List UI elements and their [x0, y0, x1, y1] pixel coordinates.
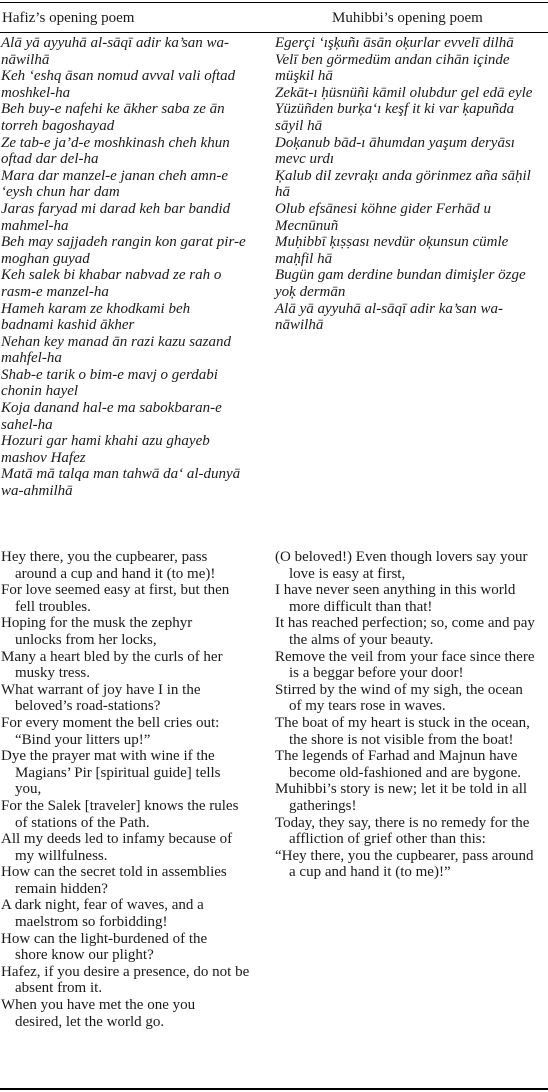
verse-line: Dye the prayer mat with wine if the	[1, 748, 215, 765]
verse-line: torreh bagoshayad	[1, 117, 115, 134]
verse-line: I have never seen anything in this world	[275, 582, 516, 599]
verse-line: “Bind your litters up!”	[15, 731, 151, 748]
verse-line: love is easy at first,	[289, 565, 406, 582]
verse-line: musky tress.	[15, 665, 90, 682]
verse-line: Alā yā ayyuhā al-sāqī adir ka’san wa-	[1, 35, 230, 51]
verse-line: Velī ben görmedüm andan cihān içinde	[275, 51, 510, 68]
verse-line: Zekāt-ı ḥüsnüñi kāmil olubdur gel edā eyle	[275, 84, 533, 101]
verse-line: wa-ahmilhā	[1, 483, 73, 500]
verse-line: moshkel-ha	[1, 84, 71, 101]
verse-line: beloved’s road-stations?	[15, 698, 161, 715]
verse-line: ‘eysh chun har dam	[1, 184, 120, 201]
verse-line: Mecnūnuñ	[275, 217, 339, 234]
verse-line: mahfel-ha	[1, 350, 62, 367]
verse-line: of my tears rose in waves.	[289, 698, 446, 715]
verse-line: mahmel-ha	[1, 217, 69, 234]
verse-line: of stations of the Path.	[15, 814, 150, 831]
verse-line: is a beggar before your door!	[289, 665, 464, 682]
verse-line: gatherings!	[289, 797, 357, 814]
verse-line: hā	[275, 184, 290, 201]
verse-line: chonin hayel	[1, 383, 79, 400]
verse-line: Muḥibbī ķıṣṣası nevdür oķunsun cümle	[275, 234, 509, 251]
verse-line: Keh ‘eshq āsan nomud avval vali oftad	[1, 68, 236, 85]
verse-line: fell troubles.	[15, 598, 91, 615]
verse-line: “Hey there, you the cupbearer, pass around	[275, 847, 534, 864]
column-header-hafiz: Hafiz’s opening poem	[2, 10, 135, 26]
verse-line: Alā yā ayyuhā al-sāqī adir ka’san wa-	[275, 300, 504, 317]
verse-line: Muhibbi’s story is new; let it be told in all	[275, 781, 528, 798]
verse-line: All my deeds led to infamy because of	[1, 831, 233, 848]
verse-line: For love seemed easy at first, but then	[1, 582, 230, 599]
verse-line: (O beloved!) Even though lovers say your	[275, 549, 528, 565]
verse-line: For the Salek [traveler] knows the rules	[1, 797, 239, 814]
hafiz-original-column	[2, 35, 270, 500]
verse-line: Nehan key manad ān razi kazu sazand	[1, 333, 231, 350]
verse-line: mashov Hafez	[1, 449, 86, 466]
table-top-rule	[0, 2, 548, 3]
verse-line: A dark night, fear of waves, and a	[1, 897, 204, 914]
verse-line: Hafez, if you desire a presence, do not be	[1, 963, 250, 980]
verse-line: nāwilhā	[1, 51, 50, 68]
verse-line: absent from it.	[15, 980, 103, 997]
verse-line: become old-fashioned and are bygone.	[289, 764, 521, 781]
header-rule	[0, 32, 548, 33]
muhibbi-original-column	[276, 35, 546, 334]
column-header-muhibbi: Muhibbi’s opening poem	[332, 10, 483, 26]
verse-line: Hoping for the musk the zephyr	[1, 615, 193, 632]
verse-line: Hey there, you the cupbearer, pass	[1, 549, 208, 565]
verse-line: Bugün gam derdine bundan dimişler özge	[275, 267, 526, 284]
verse-line: nāwilhā	[275, 317, 324, 334]
verse-line: desired, let the world go.	[15, 1013, 165, 1030]
verse-line: oftad dar del-ha	[1, 151, 99, 168]
verse-line: Remove the veil from your face since there	[275, 648, 535, 665]
verse-line: Stirred by the wind of my sigh, the ocean	[275, 681, 523, 698]
verse-line: How can the light-burdened of the	[1, 930, 208, 947]
verse-line: sāyil hā	[275, 117, 323, 134]
verse-line: It has reached perfection; so, come and pay	[275, 615, 535, 632]
verse-line: Ķalub dil zevraķı anda görinmez aña sāḥil	[275, 167, 531, 184]
verse-line: When you have met the one you	[1, 997, 196, 1014]
verse-line: Jaras faryad mi darad keh bar bandid	[1, 200, 231, 217]
verse-line: maḥfil hā	[275, 250, 333, 267]
verse-line: affliction of grief other than this:	[289, 831, 486, 848]
verse-line: unlocks from her locks,	[15, 631, 157, 648]
verse-line: What warrant of joy have I in the	[1, 681, 201, 698]
verse-line: more difficult than that!	[289, 598, 433, 615]
verse-line: the shore is not visible from the boat!	[289, 731, 514, 748]
verse-line: Ze tab-e ja’d-e moshkinash cheh khun	[1, 134, 230, 151]
verse-line: Many a heart bled by the curls of her	[1, 648, 223, 665]
verse-line: Matā mā talqa man tahwā da‘ al-dunyā	[1, 466, 241, 483]
verse-line: Keh salek bi khabar nabvad ze rah o	[1, 267, 222, 284]
verse-line: a cup and hand it (to me)!”	[289, 864, 451, 881]
verse-line: Hameh karam ze khodkami beh	[1, 300, 191, 317]
verse-line: my willfulness.	[15, 847, 108, 864]
verse-line: Egerçi ‘ışķuñı āsān oķurlar evvelī dilhā	[275, 35, 514, 51]
verse-line: sahel-ha	[1, 416, 53, 433]
verse-line: you,	[15, 781, 42, 798]
verse-line: Yüzüñden burķa‘ı keşf it ki var ķapuñda	[275, 101, 515, 118]
verse-line: How can the secret told in assemblies	[1, 864, 227, 881]
verse-line: For every moment the bell cries out:	[1, 714, 220, 731]
verse-line: müşkil hā	[275, 68, 333, 85]
verse-line: The legends of Farhad and Majnun have	[275, 748, 518, 765]
verse-line: Koja danand hal-e ma sabokbaran-e	[1, 400, 222, 417]
verse-line: Hozuri gar hami khahi azu ghayeb	[1, 433, 210, 450]
verse-line: Olub efsānesi köhne gider Ferhād u	[275, 200, 491, 217]
verse-line: Doķanub bād-ı āhumdan yaşum deryāsı	[275, 134, 515, 151]
table-bottom-rule	[0, 1088, 548, 1090]
muhibbi-translation-column	[276, 549, 546, 881]
verse-line: Mara dar manzel-e janan cheh amn-e	[1, 167, 229, 184]
verse-line: shore know our plight?	[15, 947, 154, 964]
verse-line: remain hidden?	[15, 880, 108, 897]
verse-line: The boat of my heart is stuck in the ocean,	[275, 714, 530, 731]
hafiz-translation-column	[2, 549, 270, 1030]
verse-line: Beh buy-e nafehi ke ākher saba ze ān	[1, 101, 225, 118]
verse-line: Today, they say, there is no remedy for the	[275, 814, 530, 831]
verse-line: around a cup and hand it (to me)!	[15, 565, 216, 582]
verse-line: badnami kashid ākher	[1, 317, 135, 334]
verse-line: Shab-e tarik o bim-e mavj o gerdabi	[1, 366, 218, 383]
verse-line: the alms of your beauty.	[289, 631, 434, 648]
verse-line: yoķ dermān	[275, 283, 346, 300]
verse-line: Magians’ Pir [spiritual guide] tells	[15, 764, 221, 781]
verse-line: moghan guyad	[1, 250, 90, 267]
verse-line: mevc urdı	[275, 151, 335, 168]
verse-line: rasm-e manzel-ha	[1, 283, 109, 300]
verse-line: Beh may sajjadeh rangin kon garat pir-e	[1, 234, 246, 251]
verse-line: maelstrom so forbidding!	[15, 914, 168, 931]
